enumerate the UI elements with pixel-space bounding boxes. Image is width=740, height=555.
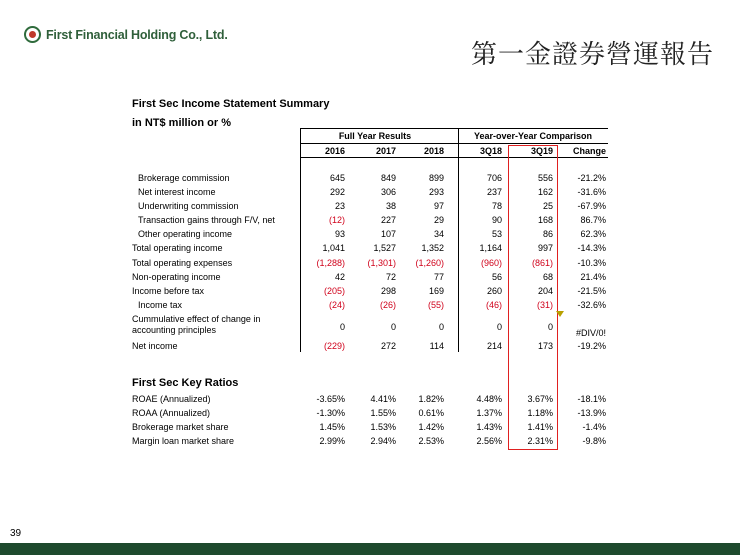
ratio-row-cell: 4.41% (370, 394, 396, 404)
income-row-label: Brokerage commission (138, 173, 230, 183)
income-row-label: Transaction gains through F/V, net (138, 215, 275, 225)
income-row-cell: (205) (323, 286, 345, 296)
company-name: First Financial Holding Co., Ltd. (46, 27, 228, 42)
income-row-cell: 107 (380, 229, 396, 239)
ratios-title: First Sec Key Ratios (132, 377, 239, 389)
group-full-year: Full Year Results (338, 131, 412, 141)
comment-marker-icon (556, 311, 564, 317)
footer-bar (0, 543, 740, 555)
income-row-cell: 169 (428, 286, 444, 296)
income-row-cell: 1,041 (322, 243, 345, 253)
income-row-cell: -19.2% (577, 341, 606, 351)
income-row-cell: 260 (486, 286, 502, 296)
income-row-cell: (24) (328, 300, 345, 310)
col-2017: 2017 (375, 146, 396, 156)
income-row-cell: (960) (480, 258, 502, 268)
income-row-cell: 56 (491, 272, 502, 282)
income-row-cell: 21.4% (580, 272, 606, 282)
income-row-cell: (12) (328, 215, 345, 225)
ratio-row-cell: 1.43% (476, 422, 502, 432)
income-row-cell: 298 (380, 286, 396, 296)
company-logo-icon (24, 26, 41, 43)
ratio-row-cell: 1.55% (370, 408, 396, 418)
income-row-label: Income before tax (132, 286, 205, 296)
income-row-cell: 0 (339, 322, 345, 332)
page-title: 第一金證券營運報告 (470, 40, 714, 70)
income-row-cell: 93 (334, 229, 345, 239)
income-row-cell: (46) (485, 300, 502, 310)
income-row-label: Net interest income (138, 187, 216, 197)
income-title-line2: in NT$ million or % (132, 117, 232, 129)
header-bottom-rule (300, 157, 608, 158)
ratio-row-label: Brokerage market share (132, 422, 229, 432)
income-row-cell: 645 (329, 173, 345, 183)
ratio-row-cell: 2.99% (319, 436, 345, 446)
income-row-cell: (1,260) (415, 258, 444, 268)
income-row-cell: -21.2% (577, 173, 606, 183)
income-row-cell: 90 (491, 215, 502, 225)
income-row-cell: 23 (334, 201, 345, 211)
income-row-cell: 293 (428, 187, 444, 197)
col-2018: 2018 (423, 146, 444, 156)
income-row-cell: (55) (427, 300, 444, 310)
col-divider (458, 128, 459, 157)
group-yoy: Year-over-Year Comparison (473, 131, 593, 141)
income-row-label: Other operating income (138, 229, 233, 239)
ratio-row-cell: -1.4% (582, 422, 606, 432)
income-row-cell: 114 (429, 341, 444, 351)
ratio-row-cell: -3.65% (316, 394, 345, 404)
ratio-row-cell: 1.41% (527, 422, 553, 432)
ratio-row-label: ROAA (Annualized) (132, 408, 211, 418)
income-row-cell: 173 (537, 341, 553, 351)
income-row-cell: 706 (486, 173, 502, 183)
ratio-row-cell: 4.48% (476, 394, 502, 404)
income-row-cell: 97 (433, 201, 444, 211)
income-row-cell: 899 (428, 173, 444, 183)
income-row-cell: 68 (542, 272, 553, 282)
income-row-cell: 1,164 (479, 243, 502, 253)
income-row-cell: 0 (547, 322, 553, 332)
income-row-cell: (1,288) (316, 258, 345, 268)
income-row-cell: #DIV/0! (575, 328, 606, 338)
income-row-cell: 29 (433, 215, 444, 225)
income-row-cell: -32.6% (577, 300, 606, 310)
income-row-cell: 556 (537, 173, 553, 183)
col-2016: 2016 (324, 146, 345, 156)
ratio-row-label: Margin loan market share (132, 436, 235, 446)
income-row-cell: 162 (537, 187, 553, 197)
income-row-cell: 849 (380, 173, 396, 183)
income-row-cell: -31.6% (577, 187, 606, 197)
income-row-cell: (26) (379, 300, 396, 310)
ratio-row-cell: 1.42% (418, 422, 444, 432)
income-row-label: Income tax (138, 300, 183, 310)
income-row-cell: 72 (385, 272, 396, 282)
ratio-row-label: ROAE (Annualized) (132, 394, 211, 404)
income-row-cell: 0 (390, 322, 396, 332)
header-mid-rule (300, 143, 608, 144)
col-3q19: 3Q19 (530, 146, 553, 156)
income-row-cell: -67.9% (577, 201, 606, 211)
ratio-row-cell: -13.9% (577, 408, 606, 418)
col-3q18: 3Q18 (479, 146, 502, 156)
ratio-row-cell: 1.53% (370, 422, 396, 432)
ratio-row-cell: 0.61% (418, 408, 444, 418)
income-row-cell: 25 (542, 201, 553, 211)
income-row-cell: 78 (491, 201, 502, 211)
ratio-row-cell: 2.56% (476, 436, 502, 446)
ratio-row-cell: -9.8% (582, 436, 606, 446)
income-row-cell: (229) (323, 341, 345, 351)
ratio-row-cell: 1.82% (418, 394, 444, 404)
income-row-cell: 34 (433, 229, 444, 239)
income-row-cell: 86.7% (580, 215, 606, 225)
ratio-row-cell: 1.45% (319, 422, 345, 432)
income-row-cell: -21.5% (577, 286, 606, 296)
col-divider (300, 128, 301, 157)
header-top-rule (300, 128, 608, 129)
col-divider (300, 157, 301, 352)
income-row-cell: 168 (537, 215, 553, 225)
income-row-label-cont: accounting principles (132, 325, 217, 335)
income-row-cell: 0 (496, 322, 502, 332)
income-row-cell: 86 (542, 229, 553, 239)
income-row-cell: 42 (334, 272, 345, 282)
income-row-cell: -14.3% (577, 243, 606, 253)
income-row-cell: 997 (537, 243, 553, 253)
income-row-cell: -10.3% (577, 258, 606, 268)
income-row-cell: (861) (531, 258, 553, 268)
income-row-cell: 214 (486, 341, 502, 351)
col-divider (458, 157, 459, 352)
income-row-cell: 237 (486, 187, 502, 197)
income-row-label: Cummulative effect of change in (132, 314, 261, 324)
income-row-label: Underwriting commission (138, 201, 239, 211)
income-row-cell: 38 (385, 201, 396, 211)
income-row-cell: 204 (537, 286, 553, 296)
income-row-cell: 62.3% (580, 229, 606, 239)
ratio-row-cell: 3.67% (527, 394, 553, 404)
income-row-cell: 272 (380, 341, 396, 351)
income-row-cell: 292 (329, 187, 345, 197)
company-logo (24, 26, 228, 43)
ratio-row-cell: 2.53% (418, 436, 444, 446)
income-row-cell: 1,527 (373, 243, 396, 253)
highlight-3q19-box (508, 145, 558, 450)
income-title-line1: First Sec Income Statement Summary (132, 98, 330, 110)
ratio-row-cell: 1.37% (476, 408, 502, 418)
page-number: 39 (10, 528, 22, 539)
ratio-row-cell: 2.31% (527, 436, 553, 446)
ratio-row-cell: -1.30% (316, 408, 345, 418)
income-row-cell: 1,352 (421, 243, 444, 253)
income-row-cell: 53 (491, 229, 502, 239)
ratio-row-cell: -18.1% (577, 394, 606, 404)
income-row-cell: 0 (438, 322, 444, 332)
income-row-cell: 77 (433, 272, 444, 282)
ratio-row-cell: 1.18% (527, 408, 553, 418)
income-row-label: Non-operating income (132, 272, 221, 282)
income-row-cell: (31) (536, 300, 553, 310)
income-row-label: Total operating income (132, 243, 223, 253)
income-row-cell: 227 (380, 215, 396, 225)
income-row-cell: (1,301) (367, 258, 396, 268)
income-row-cell: 306 (380, 187, 396, 197)
income-row-label: Total operating expenses (132, 258, 233, 268)
col-change: Change (572, 146, 606, 156)
income-row-label: Net income (132, 341, 178, 351)
ratio-row-cell: 2.94% (370, 436, 396, 446)
